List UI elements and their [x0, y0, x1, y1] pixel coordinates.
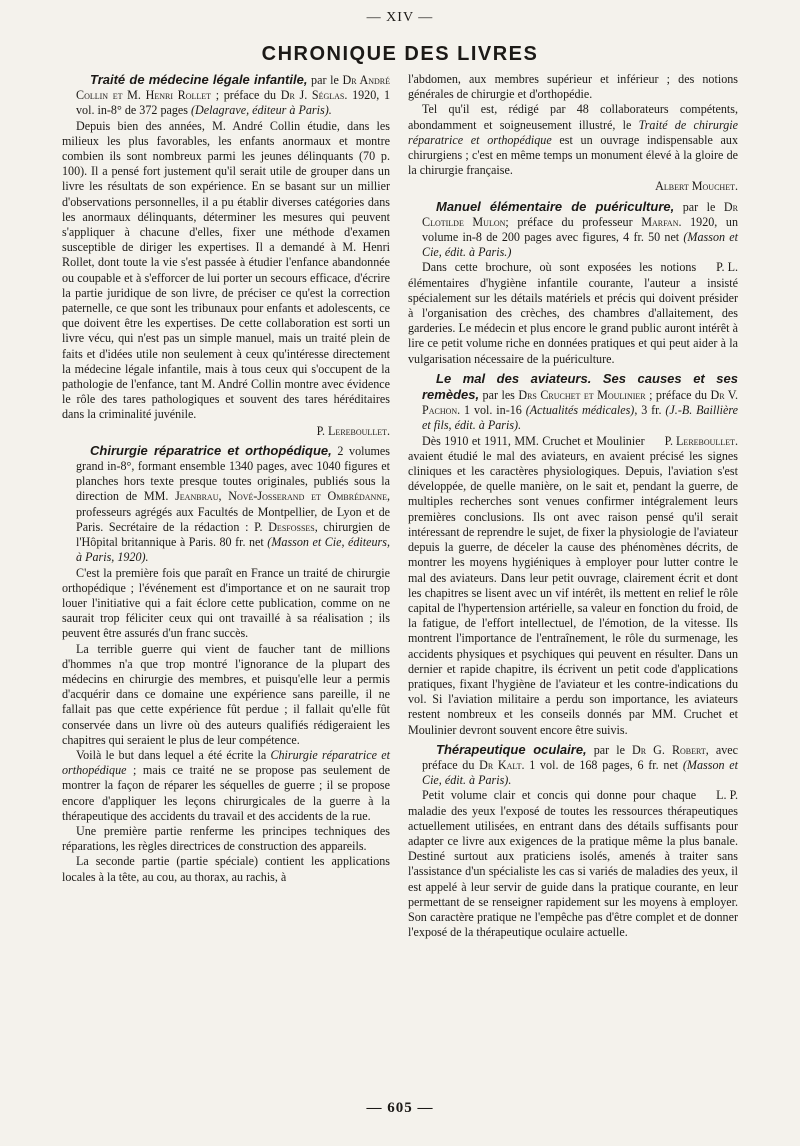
- left-column: [62, 72, 390, 889]
- author-names: Dr Clotilde Mulon: [422, 199, 738, 229]
- series-name: (Actualités médicales): [525, 403, 635, 418]
- publisher: (Masson et Cie, éditeurs, à Paris, 1920).: [76, 535, 390, 565]
- entry-heading: Thérapeutique oculaire, par le Dr G. Robert, avec préface du Dr Kalt. 1 vol. de 168 pages, 6 fr. net (Masson et Cie, édit. à Paris).: [422, 741, 739, 788]
- author-names: Jeanbrau, Nové-Josserand et Ombrédanne: [175, 489, 387, 504]
- publisher: (Masson et Cie, édit. à Paris).: [422, 757, 739, 788]
- page-number: — 605 —: [366, 1100, 434, 1116]
- review-paragraph: Voilà le but dans lequel a été écrite la Chirurgie réparatrice et orthopédique ; mais ce traité ne se propose pas seulement de montrer la façon de réparer les séquelles de guerre ; il se propose encore d'appliquer les leçons chirurgicales de la guerre à la thérapeutique des accidents du travail et des accidents de la rue.: [62, 747, 390, 823]
- entry-heading: Le mal des aviateurs. Ses causes et ses remèdes, par les Drs Cruchet et Moulinier ; préface du Dr V. Pachon. 1 vol. in-16 (Actualités médicales), 3 fr. (J.-B. Baillière et fils, édit. à Paris).: [422, 370, 739, 433]
- preface-author: Dr J. Séglas: [280, 88, 345, 103]
- review-paragraph: Depuis bien des années, M. André Collin étudie, dans les milieux les plus favorables, les enfants anormaux et montre combien ils sont nombreux parmi les jeunes délinquants (70 p. 100). Il a pensé fort justement qu'il serait utile de grouper dans un livre les résultats de son expérience. En se basant sur un millier d'observations personnelles, il a pu établir diverses catégories dans les anormaux délinquants, déterminer les mesures qui peuvent s'appliquer à chacune d'elles, fixer une méthode d'examen susceptible de diriger les expertises. Il a demandé à M. Henri Rollet, dont toute la vie s'est passée à étudier l'enfance abandonnée ou coupable et à s'efforcer de lui porter un secours efficace, d'écrire la partie juridique de son livre, de préciser ce qu'est la correction paternelle, ce que sont les tribunaux pour enfants et adolescents, ce que doivent être les expertises. De cette collaboration est sorti un livre vécu, qui n'est pas un simple manuel, mais un traité plein de faits et d'idées utile non seulement à ceux qu'intéresse directement la médecine légale infantile, mais à tous ceux qui s'occupent de la pathologie de l'enfance, tant M. André Collin montre avec évidence le rôle des tares pathologiques et souvent des tares héréditaires dans la criminalité juvénile.: [62, 118, 390, 422]
- review-paragraph: P. L. Dans cette brochure, où sont exposées les notions élémentaires d'hygiène infantile courante, l'auteur a insisté spécialement sur les détails matériels et précis qui doivent présider à l'organisation des crèches, des chambres d'allaitement, des garderies. Le médecin et plus encore le grand public auront intérêt à lire ce petit volume riche en données pratiques et qui peut aider à la vulgarisation nécessaire de la puériculture.: [408, 260, 738, 366]
- book-title: Le mal des aviateurs. Ses causes et ses remèdes,: [422, 370, 738, 403]
- book-title: Traité de médecine légale infantile,: [90, 72, 308, 87]
- publisher: (J.-B. Baillière et fils, édit. à Paris).: [422, 403, 738, 433]
- review-entry: [408, 742, 738, 941]
- review-entry: [62, 443, 390, 885]
- book-title: Thérapeutique oculaire,: [436, 741, 587, 757]
- review-paragraph: P. Lereboullet. Dès 1910 et 1911, MM. Cruchet et Moulinier avaient étudié le mal des aviateurs, en avaient précisé les signes cliniques et les caractères physiologiques. Depuis, l'aviation s'est développée, de quelle manière, on le sait et, pendant la guerre, de multiples recherches sont venues confirmer intégralement leurs premières conclusions. Ils ont avec raison pensé qu'il serait intéressant de reprendre le sujet, de fixer la physiologie de l'aviateur depuis la guerre, de déceler la cause des phénomènes décrits, de montrer les moyens hygiéniques à employer pour lutter contre le mal des aviateurs. Dans leur petit ouvrage, clairement écrit et dont les chapitres se lisent avec un vif intérêt, ils mettent en relief le rôle capital de l'hypertension artérielle, sa valeur en fonction du froid, de la fatigue, de l'effort intellectuel, de l'émotion, de la vitesse. Ils montrent l'importance de l'entraînement, le rôle du surmenage, les accidents physiques et psychiques qui peuvent en résulter. Dans un dernier et rapide chapitre, ils écrivent un petit code d'applications pratiques, fixant l'hygiène de l'aviateur et les contre-indications du vol. Si l'aviation militaire a perdu son importance, les aviateurs restent nombreux et les conseils donnés par MM. Cruchet et Moulinier devront souvent encore être suivis.: [408, 433, 738, 737]
- book-title: Manuel élémentaire de puériculture,: [436, 198, 675, 214]
- preface-author: Marfan: [641, 214, 679, 229]
- review-signature: P. L.: [716, 260, 738, 275]
- author-names: Drs Cruchet et Moulinier: [518, 388, 646, 403]
- review-paragraph: L. P. Petit volume clair et concis qui donne pour chaque maladie des yeux l'exposé de toutes les ressources thérapeutiques actuellement utilisées, en entrant dans des détails suffisants pour adapter ce livre aux exigences de la pratique même la plus banale. Destiné surtout aux praticiens isolés, amenés à traiter sans l'assistance d'un spécialiste les cas si variés de maladies des yeux, il est appelé à leur servir de guide dans la pratique courante, en leur permettant de se renseigner rapidement sur les moyens à employer. Son caractère pratique ne l'empêche pas d'être complet et de donner l'exposé de la thérapeutique oculaire actuelle.: [408, 788, 738, 940]
- publisher: (Delagrave, éditeur à Paris).: [191, 103, 332, 118]
- right-column: [408, 72, 738, 944]
- review-entry: [408, 371, 738, 738]
- review-signature: Albert Mouchet.: [655, 179, 738, 194]
- cited-title: Traité de chirurgie réparatrice et orthopédique: [408, 117, 739, 147]
- preface-author: Dr V. Pachon: [422, 388, 739, 418]
- review-paragraph: Une première partie renferme les principes techniques des réparations, les règles directrices de construction des appareils.: [62, 823, 390, 854]
- entry-heading: Manuel élémentaire de puériculture, par le Dr Clotilde Mulon; préface du professeur Marfan. 1920, un volume in-8 de 200 pages avec figures, 4 fr. 50 net (Masson et Cie, édit. à Paris.): [422, 198, 739, 260]
- roman-page-number: — XIV —: [366, 10, 434, 25]
- review-signature: L. P.: [716, 788, 738, 803]
- publisher: (Masson et Cie, édit. à Paris.): [422, 230, 739, 260]
- review-entry: [408, 199, 738, 367]
- review-signature: P. Lereboullet.: [316, 423, 390, 438]
- review-paragraph: La terrible guerre qui vient de faucher tant de millions d'hommes n'a que trop montré l'ignorance de la plupart des médecins en chirurgie des membres, et puisqu'elle leur a permis d'acquérir dans ce domaine une expérience sans pareille, il ne fallait pas que cette expérience fût perdue ; il fallait qu'elle fût conservée dans un livre où des auteurs qualifiés rédigeraient les chapitres qui seraient le plus de leur compétence.: [62, 641, 390, 747]
- secretary-name: P. Desfosses: [254, 519, 315, 534]
- page-title: CHRONIQUE DES LIVRES: [261, 43, 539, 65]
- review-paragraph: La seconde partie (partie spéciale) contient les applications locales à la tête, au cou, au thorax, au rachis, à: [62, 854, 390, 884]
- review-paragraph: Tel qu'il est, rédigé par 48 collaborateurs compétents, abondamment et soigneusement illustré, le Traité de chirurgie réparatrice et orthopédique est un ouvrage indispensable aux chirurgiens ; c'est en même temps un monument élevé à la gloire de la chirurgie française.: [408, 102, 739, 178]
- review-signature: P. Lereboullet.: [664, 433, 738, 448]
- preface-author: Dr Kalt: [479, 757, 522, 772]
- author-names: Dr G. Robert: [632, 742, 706, 757]
- entry-heading: Traité de médecine légale infantile, par le Dr André Collin et M. Henri Rollet ; préface du Dr J. Séglas. 1920, 1 vol. in-8° de 372 pages (Delagrave, éditeur à Paris).: [76, 72, 390, 118]
- review-paragraph: l'abdomen, aux membres supérieur et inférieur ; des notions générales de chirurgie et d'orthopédie.: [408, 72, 738, 102]
- review-entry-continued: [408, 72, 738, 195]
- cited-title: Chirurgie réparatrice et orthopédique: [62, 747, 390, 778]
- entry-heading: Chirurgie réparatrice et orthopédique, 2 volumes grand in-8°, formant ensemble 1340 pages, avec 1040 figures et planches hors texte presque toutes originales, publiés sous la direction de MM. Jeanbrau, Nové-Josserand et Ombrédanne, professeurs agrégés aux Facultés de Montpellier, de Lyon et de Paris. Secrétaire de la rédaction : P. Desfosses, chirurgien de l'Hôpital britannique à Paris. 80 fr. net (Masson et Cie, éditeurs, à Paris, 1920).: [76, 442, 391, 565]
- author-names: Dr André Collin et M. Henri Rollet: [76, 73, 390, 103]
- book-title: Chirurgie réparatrice et orthopédique,: [90, 442, 332, 458]
- review-paragraph: C'est la première fois que paraît en France un traité de chirurgie orthopédique ; l'événement est d'importance et on ne saurait trop louer l'initiative qui a fait éclore cette publication, comme on ne saurait trop féliciter ceux qui ont travaillé à sa réalisation ; ils peuvent être assurés d'un franc succès.: [62, 565, 390, 641]
- review-entry: [62, 72, 390, 439]
